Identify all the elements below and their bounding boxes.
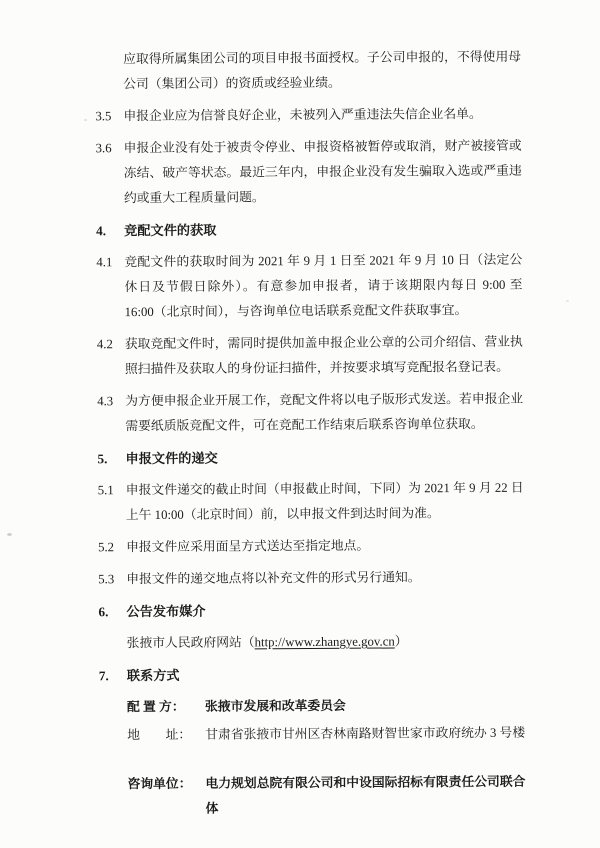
section-heading-4 <box>96 216 522 244</box>
clause-5-1 <box>98 476 524 529</box>
section-heading-6 <box>98 597 524 625</box>
clause-3-6 <box>96 134 522 212</box>
publication-media-line <box>99 629 525 657</box>
section-title: 联系方式 <box>126 667 180 684</box>
document-content <box>95 45 526 826</box>
clause-number: 4.1 <box>96 255 113 270</box>
section-title: 公告发布媒介 <box>126 603 206 620</box>
clause-number: 5.1 <box>97 483 114 498</box>
clause-number: 5.3 <box>98 572 115 587</box>
contact-consultant-line <box>99 770 525 823</box>
clause-text: 申报文件应采用面呈方式送达至指定地点。 <box>126 538 370 555</box>
contact-allocator-value: 张掖市发展和改革委员会 <box>204 698 346 714</box>
government-website-link[interactable]: http://www.zhangye.gov.cn <box>254 634 395 650</box>
clause-continuation-paragraph: 应取得所属集团公司的项目申报书面授权。子公司申报的，不得使用母公司（集团公司）的资质或经验业绩。 <box>123 49 522 92</box>
scan-speck <box>84 119 87 121</box>
scan-speck <box>7 533 12 536</box>
clause-number: 4.2 <box>96 337 113 352</box>
website-line-prefix: 张掖市人民政府网站（ <box>126 635 255 651</box>
contact-consultant-value: 电力规划总院有限公司和中设国际招标有限责任公司联合体 <box>205 774 526 816</box>
section-heading-5 <box>97 444 523 472</box>
section-title: 申报文件的递交 <box>125 450 218 467</box>
clause-number: 4.3 <box>97 394 114 409</box>
clause-5-2 <box>98 533 524 561</box>
scan-speck <box>566 300 569 302</box>
clause-text: 竞配文件的获取时间为 2021 年 9 月 1 日至 2021 年 9 月 10 日（法定公休日及节假日除外）。有意参加申报者，请于该期限内每日 9:00 至 16:00（北京时间），与咨询单位电话联系竞配文件获取事宜。 <box>124 252 523 320</box>
clause-text: 申报文件的递交地点将以补充文件的形式另行通知。 <box>126 570 421 587</box>
clause-4-1 <box>96 248 522 326</box>
section-number: 4. <box>96 223 107 239</box>
clause-4-2 <box>97 330 523 383</box>
section-number: 6. <box>98 604 109 620</box>
clause-number: 3.5 <box>95 109 112 124</box>
website-line-suffix: ） <box>394 634 408 649</box>
clause-number: 3.6 <box>95 141 112 156</box>
section-title: 竞配文件的获取 <box>124 222 217 239</box>
clause-text: 申报企业没有处于被责令停业、申报资格被暂停或取消，财产被接管或冻结、破产等状态。最近三年内，申报企业没有发生骗取入选或严重违约或重大工程质量问题。 <box>123 138 522 206</box>
clause-number: 5.2 <box>98 540 115 555</box>
contact-allocator-label: 配 置 方： <box>126 699 185 715</box>
section-heading-7 <box>99 661 525 689</box>
clause-5-3 <box>98 565 524 593</box>
clause-text: 获取竞配文件时，需同时提供加盖申报企业公章的公司介绍信、营业执照扫描件及获取人的身份证扫描件，并按要求填写竞配报名登记表。 <box>124 334 523 377</box>
clause-3-5 <box>95 102 521 130</box>
clause-text: 申报文件递交的截止时间（申报截止时间，下同）为 2021 年 9 月 22 日上午 10:00（北京时间）前，以申报文件到达时间为准。 <box>125 480 524 523</box>
section-number: 5. <box>97 451 108 467</box>
clause-text: 申报企业应为信誉良好企业，未被列入严重违法失信企业名单。 <box>123 106 482 124</box>
contact-address-line <box>99 721 525 749</box>
contact-consultant-label: 咨询单位： <box>127 776 192 792</box>
contact-address-value: 甘肃省张掖市甘州区杏林南路财智世家市政府统办 3 号楼 <box>205 725 526 742</box>
section-number: 7. <box>98 668 109 684</box>
contact-address-label: 地 址： <box>127 727 192 743</box>
contact-allocator-line <box>99 693 525 721</box>
clause-text: 为方便申报企业开展工作，竞配文件将以电子版形式发送。若申报企业需要纸质版竞配文件，可在竞配工作结束后联系咨询单位获取。 <box>125 391 524 434</box>
clause-4-3 <box>97 387 523 440</box>
